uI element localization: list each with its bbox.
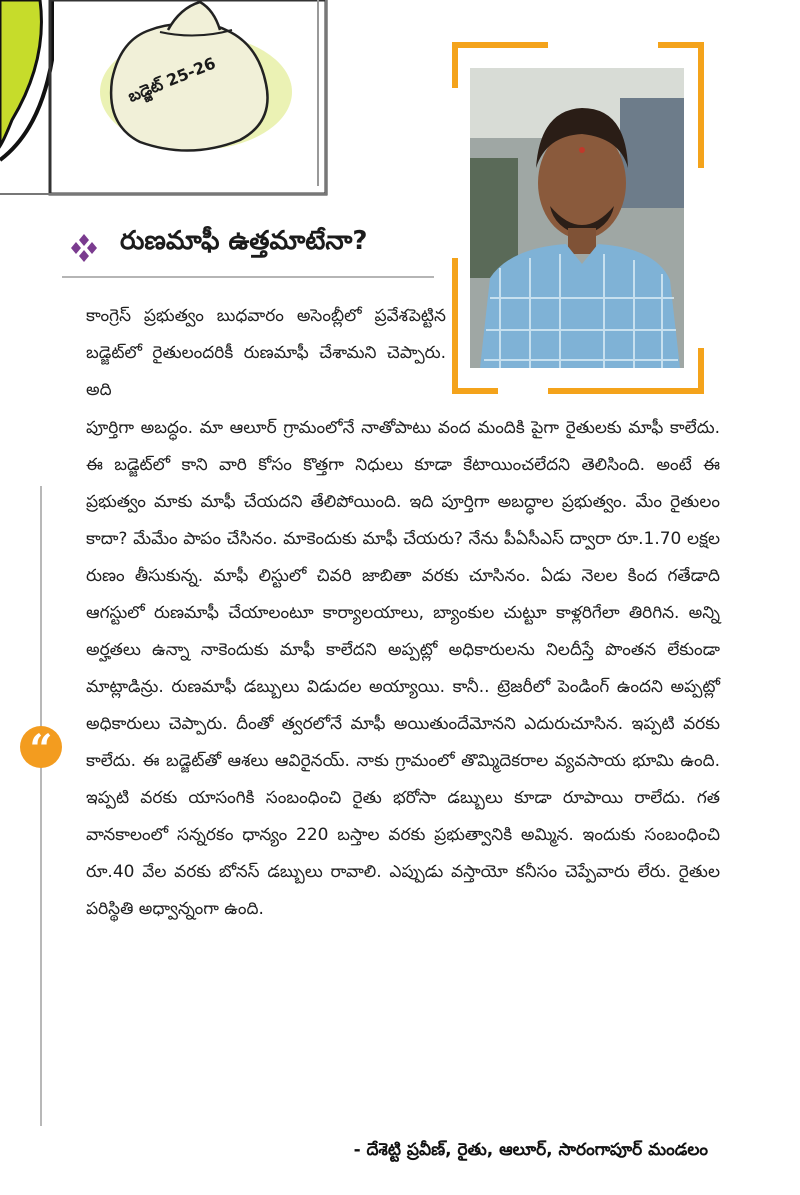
article-title: రుణమాఫీ ఉత్తమాటేనా? bbox=[120, 226, 368, 256]
diamond-cluster-icon bbox=[68, 232, 100, 264]
article-intro: కాంగ్రెస్ ప్రభుత్వం బుధవారం అసెంబ్లీలో ప్రవేశపెట్టిన బడ్జెట్‌లో రైతులందరికీ రుణమాఫీ చేశామని చెప్పారు. అది bbox=[86, 306, 446, 400]
bag-label: బడ్జెట్ 25-26 bbox=[125, 53, 219, 106]
byline: - దేశెట్టి ప్రవీణ్, రైతు, ఆలూర్, సారంగాపూర్ మండలం bbox=[353, 1140, 708, 1160]
budget-illustration bbox=[0, 0, 340, 200]
quote-icon bbox=[20, 726, 62, 773]
title-underline bbox=[62, 276, 434, 278]
farmer-portrait bbox=[470, 68, 684, 368]
article-body: పూర్తిగా అబద్ధం. మా ఆలూర్ గ్రామంలోనే నాతోపాటు వంద మందికి పైగా రైతులకు మాఫీ కాలేదు. ఈ బడ్జెట్‌లో కాని వారి కోసం కొత్తగా నిధులు కూడా కేటాయించలేదని తెలిసింది. అంటే ఈ ప్రభుత్వం మాకు మాఫీ చేయదని తేలిపోయింది. ఇది పూర్తిగా అబద్ధాల ప్రభుత్వం. మేం రైతులం కాదా? మేమేం పాపం చేసినం. మాకెందుకు మాఫీ చేయరు? నేను పీఏసీఎస్ ద్వారా రూ.1.70 లక్షల రుణం తీసుకున్న. మాఫీ లిస్టులో చివరి జాబితా వరకు చూసినం. ఏడు నెలల కింద గతేడాది ఆగస్టులో రుణమాఫీ చేయాలంటూ కార్యాలయాలు, బ్యాంకుల చుట్టూ కాళ్లరిగేలా తిరిగిన. అన్ని అర్హతలు ఉన్నా నాకెందుకు మాఫీ కాలేదని అప్పట్లో అధికారులను నిలదీస్తే పొంతన లేకుండా మాట్లాడిన్రు. రుణమాఫీ డబ్బులు విడుదల అయ్యాయి. కానీ.. ట్రెజరీలో పెండింగ్ ఉందని అప్పట్లో అధికారులు చెప్పారు. దీంతో త్వరలోనే మాఫీ అయితుందేమోనని ఎదురుచూసిన. ఇప్పటి వరకు కాలేదు. ఈ బడ్జెట్‌తో ఆశలు ఆవిరైనయ్. నాకు గ్రామంలో తొమ్మిదెకరాల వ్యవసాయ భూమి ఉంది. ఇప్పటి వరకు యాసంగికి సంబంధించి రైతు భరోసా డబ్బులు కూడా రూపాయి రాలేదు. గత వానకాలంలో సన్నరకం ధాన్యం 220 బస్తాల వరకు ప్రభుత్వానికి అమ్మిన. ఇందుకు సంబంధించి రూ.40 వేల వరకు బోనస్ డబ్బులు రావాలి. ఎప్పుడు వస్తాయో కనీసం చెప్పేవారు లేరు. రైతుల పరిస్థితి అధ్వాన్నంగా ఉంది. bbox=[86, 418, 720, 919]
quote-mark: “ bbox=[29, 726, 53, 773]
article-header bbox=[62, 222, 442, 274]
portrait-frame bbox=[452, 42, 704, 394]
left-divider bbox=[40, 486, 42, 1126]
